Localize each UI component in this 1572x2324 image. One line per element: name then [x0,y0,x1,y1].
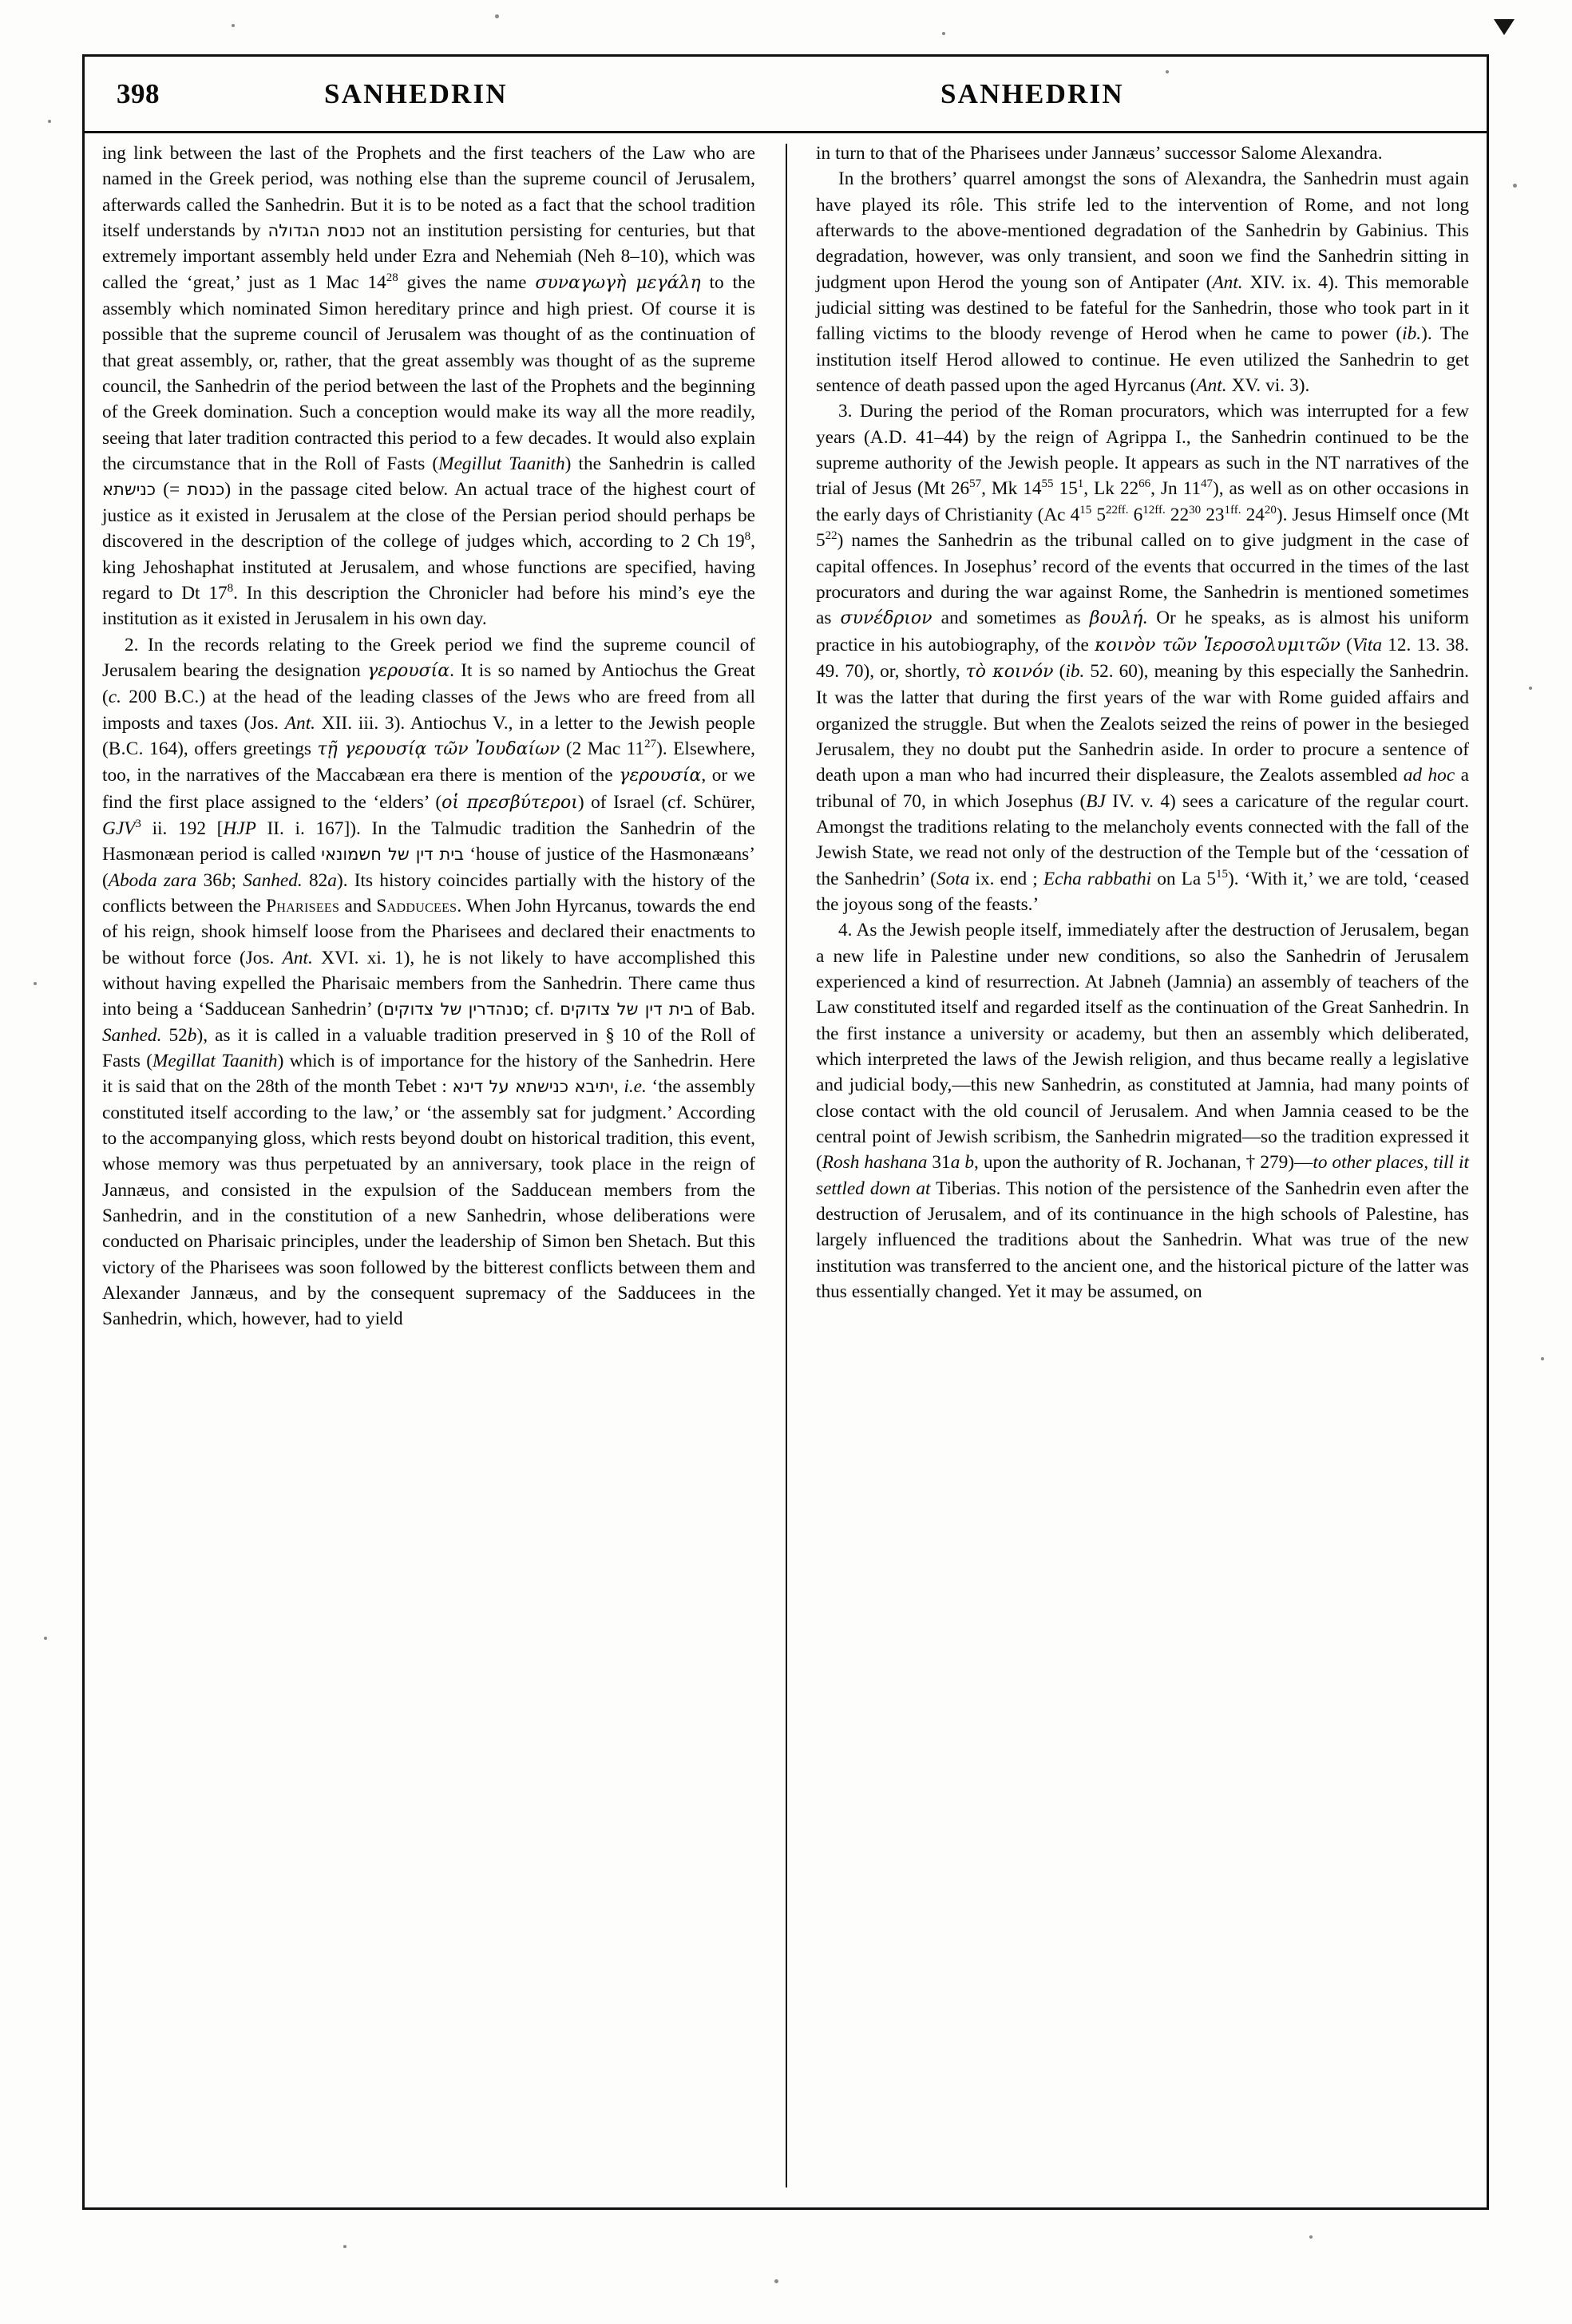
greek-text: τῇ γερουσίᾳ τῶν Ἰουδαίων [317,738,560,759]
body-columns [85,141,1487,2207]
superscript-reference: 3 [135,818,141,831]
body-text: 2. In the records relating to the Greek period we find the supreme council of Jerusalem bearing the designation [102,634,755,681]
body-text: 5 [1091,504,1106,525]
body-text: in turn to that of the Pharisees under Jannæus’ successor Salome Alexandra. [816,143,1383,164]
body-text: . Or he speaks, as is almost his uniform practice in his autobiography, of the [816,608,1469,655]
body-text: ) the Sanhedrin is called [564,453,755,475]
superscript-reference: 27 [644,738,657,751]
body-text: ). Jesus Himself once (Mt 5 [816,504,1469,552]
body-text: 200 [121,687,164,708]
body-text: 279)— [1255,1152,1313,1174]
italic-text: a b [950,1152,975,1174]
italic-text: Aboda zara [108,869,197,891]
body-text: , or we find the first place assigned to the ‘elders’ ( [102,765,755,813]
body-text: IV. v. 4) sees a caricature of the regular court. Amongst the traditions relating to the melancholy events connected with the fall of the Jewish State, we read not only of the destruction of the Temple but of the ‘cessation of the Sanhedrin’ ( [816,790,1469,889]
body-text: ). Its history coincides partially with the history of the conflicts between the [102,869,756,917]
body-text: , upon the authority of R. Jochanan, [974,1152,1246,1174]
body-text: (2 Mac 11 [560,738,645,759]
superscript-reference: 15 [1079,504,1092,517]
superscript-reference: 15 [1216,867,1229,881]
body-text: a tribunal of 70, in which Josephus ( [816,765,1469,812]
body-text: ) of Israel (cf. Schürer, [577,791,755,813]
paragraph [816,398,1469,917]
body-text: ) which is of importance for the history of the Sanhedrin. Here it is said that on the 28th of the month Tebet : [102,1051,756,1098]
hebrew-text: כנישתא [102,480,156,500]
superscript-reference: 28 [386,271,398,284]
small-caps-text: B.C. [164,687,200,708]
body-text: 23 [1201,504,1225,525]
body-text: on La 5 [1151,868,1217,889]
greek-text: γερουσία [619,766,702,786]
body-text: and sometimes as [932,608,1090,629]
body-text: ix. end ; [969,868,1043,889]
small-caps-text: B.C. [108,738,144,759]
body-text: ; [231,869,244,891]
greek-text: τὸ κοινόν [965,661,1054,682]
body-text: 12. 13. 38. 49. 70), or, shortly, [816,634,1470,682]
body-text: 4. As the Jewish people itself, immediately after the destruction of Jerusalem, began a new life in Palestine under new conditions, so also the Sanhedrin of Jerusalem experienced a kind of resurrection. At Jabneh (Jamnia) an assembly of teachers of the Law constituted itself and regarded itself as the continuation of the Great Sanhedrin. In the first instance a university or academy, but then an assembly which deliberated, which interpreted the laws of the Jewish religion, and thus became really a legislative and judicial body,—this new Sanhedrin, as constituted at Jamnia, had many points of close contact with the old council of Jerusalem. And when Jamnia ceased to be the central point of Jewish scribism, the Sanhedrin migrated—so the tradition expressed it ( [816,920,1469,1174]
body-text: and [339,895,377,917]
greek-text: συναγωγὴ μεγάλη [535,272,701,293]
superscript-reference: 8 [227,582,234,596]
body-text: 22 [1165,504,1190,525]
body-text: XIV. ix. 4). This memorable judicial sitting was destined to be fateful for the Sanhedrin, those who took part in it falling victims to the bloody revenge of Herod when he came to power ( [816,271,1469,345]
superscript-reference: 1 [1077,477,1084,491]
running-head-right-title: SANHEDRIN [940,77,1124,109]
body-text: ( [1053,660,1066,682]
body-text: ‘house of justice of the Hasmonæans’ ( [102,844,755,891]
body-text: . It is so named by Antiochus the Great ( [102,659,755,708]
body-text: gives the name [398,271,536,293]
superscript-reference: 12ff. [1142,504,1166,517]
body-text: of Bab. [693,999,755,1020]
italic-text: GJV [102,818,136,839]
body-text: , Jn 11 [1150,478,1201,500]
body-text: 41–44) by the reign of Agrippa I., the Sanhedrin continued to be the supreme authority of the Jewish people. It appears as such in the NT narratives of the trial of Jesus (Mt 26 [816,426,1469,500]
small-caps-text: Sadducees [376,895,457,917]
body-text: , Lk 22 [1083,478,1139,500]
italic-text: i.e. [624,1076,647,1098]
paragraph [102,141,755,632]
body-text: XVI. xi. 1), he is not likely to have accomplished this without having expelled the Pharisaic members from the Sanhedrin. There came thus into being a ‘Sadducean Sanhedrin’ ( [102,947,755,1020]
italic-text: HJP [223,818,256,839]
paragraph [816,917,1469,1305]
hebrew-text: בית דין של צדוקים [560,1000,694,1019]
body-text: ), as it is called in a valuable tradition preserved in § 10 of the Roll of Fasts ( [102,1024,755,1072]
greek-text: συνέδριον [840,608,933,629]
italic-text: Megillat Taanith [152,1051,278,1072]
italic-text: a [327,869,337,891]
superscript-reference: 57 [969,477,982,491]
superscript-reference: 20 [1264,504,1277,517]
body-text: , [613,1076,624,1098]
greek-text: κοινὸν τῶν Ἱεροσολυμιτῶν [1095,635,1340,655]
body-text: ). ‘With it,’ we are told, ‘ceased the joyous song of the feasts.’ [816,868,1470,915]
italic-text: Megillut Taanith [438,453,565,475]
italic-text: Rosh hashana [822,1152,928,1174]
body-text: 31 [927,1152,951,1174]
superscript-reference: 30 [1189,504,1202,517]
body-text: ) in the passage cited below. An actual trace of the highest court of justice as it existed in Jerusalem at the close of the Persian period should perhaps be discovered in the description of the college of judges which, according to 2 Ch 19 [102,479,755,552]
body-text: † [1245,1152,1256,1174]
hebrew-text: כנסת [187,480,225,500]
italic-text: ib. [1402,323,1422,345]
body-text: 3. During the period of the Roman procurators, which was interrupted for a few years ( [816,401,1469,448]
hebrew-text: בית דין של חשמונאי [321,845,465,865]
superscript-reference: 22 [825,529,837,543]
paragraph [102,632,755,1332]
italic-text: Sota [936,868,970,889]
body-text: II. i. 167]). In the Talmudic tradition the Sanhedrin of the Hasmonæan period is called [102,818,756,865]
body-text: ii. 192 [ [141,818,224,839]
body-text: 36 [196,869,222,891]
hebrew-text: יתיבא כנישתא על דינא [452,1077,614,1097]
running-head-left-title: SANHEDRIN [324,77,508,109]
superscript-reference: 22ff. [1106,504,1129,517]
italic-text: Ant. [1212,271,1243,293]
superscript-reference: 55 [1041,477,1054,491]
italic-text: Echa rabbathi [1043,868,1152,889]
body-text: In the brothers’ quarrel amongst the sons of Alexandra, the Sanhedrin must again have played its rôle. This strife led to the intervention of Rome, and not long afterwards to the above-mentioned degradation of the Sanhedrin by Gabinius. This degradation, however, was only transient, and soon we find the Sanhedrin sitting in judgment upon Herod the young son of Antipater ( [816,168,1469,293]
text-column-right [786,141,1487,2207]
body-text: ‘the assembly constituted itself according to the law,’ or ‘the assembly sat for judgment.’ According to the accompanying gloss, which rests beyond doubt on historical tradition, this event, whose memory was thus perpetuated by an anniversary, took place in the reign of Jannæus, and consisted in the expulsion of the Sadducean members from the Sanhedrin, and in the constitution of a new Sanhedrin, whose deliberations were conducted on Pharisaic principles, under the leadership of Simon ben Shetach. But this victory of the Pharisees was soon followed by the bitterest conflicts between them and Alexander Jannæus, and by the consequent supremacy of the Sadducees in the Sanhedrin, which, however, had to yield [102,1076,755,1330]
body-text: ( [1340,634,1352,655]
body-text: ). The institution itself Herod allowed to continue. He even utilized the Sanhedrin to get sentence of death passed upon the aged Hyrcanus ( [816,323,1469,397]
italic-text: c. [108,687,121,708]
superscript-reference: 1ff. [1224,504,1241,517]
greek-text: οἱ πρεσβύτεροι [442,792,578,813]
body-text: 24 [1241,504,1265,525]
body-text: ). Elsewhere, too, in the narratives of the Maccabæan era there is mention of the [102,738,755,786]
superscript-reference: 8 [744,530,751,544]
body-text: 52. 60), meaning by this especially the Sanhedrin. It was the latter that during the first years of the war with Rome guided affairs and organized the struggle. But when the Zealots seized the reins of power in the besieged Jerusalem, they no doubt put the Sanhedrin aside. In order to procure a sentence of death upon a man who had incurred their displeasure, the Zealots assembled [816,660,1469,786]
greek-text: βουλή [1089,608,1143,629]
italic-text: BJ [1086,790,1106,812]
body-text: 52 [161,1024,188,1046]
body-text: ; cf. [524,999,560,1020]
running-head [85,57,1487,133]
body-text: XV. vi. 3). [1226,375,1310,397]
italic-text: Ant. [1196,375,1227,397]
superscript-reference: 47 [1201,477,1213,491]
body-text: 164), offers greetings [143,738,318,759]
text-column-left [85,141,786,2207]
italic-text: Sanhed. [243,869,303,891]
italic-text: Vita [1352,634,1382,655]
italic-text: ad hoc [1403,765,1455,786]
body-text: 15 [1053,478,1078,500]
paragraph [816,166,1469,398]
hebrew-text: סנהדרין של צדוקים [383,1000,525,1019]
italic-text: b [221,869,232,891]
body-text: 6 [1128,504,1143,525]
italic-text: Sanhed. [102,1024,162,1046]
body-text: . When John Hyrcanus, towards the end of his reign, shook himself loose from the Pharisees and declared their enactments to be without force (Jos. [102,895,755,968]
paragraph [816,141,1469,166]
italic-text: to other places, till it settled down at [816,1152,1469,1199]
body-text: , king Jehoshaphat instituted at Jerusalem, and whose functions are specified, having regard to Dt 17 [102,531,755,604]
small-caps-text: Pharisees [266,895,340,917]
body-text: ), as well as on other occasions in the early days of Christianity (Ac 4 [816,478,1469,525]
body-text: ) names the Sanhedrin as the tribunal called on to give judgment in the case of capital offences. In Josephus’ record of the events that occurred in the times of the last procurators and during the war against Rome, the Sanhedrin is mentioned sometimes as [816,530,1469,629]
hebrew-text: כנסת הגדולה [267,221,366,241]
body-text: Tiberias. This notion of the persistence of the Sanhedrin even after the destruction of Jerusalem, and of its continuance in the high schools of Palestine, has largely influenced the traditions about the Sanhedrin. What was true of the new institution was transferred to the ancient one, and the historical picture of the latter was thus essentially changed. Yet it may be assumed, on [816,1178,1469,1303]
body-text: (= [155,479,188,501]
italic-text: Ant. [284,712,316,734]
superscript-reference: 66 [1138,477,1151,491]
italic-text: b [187,1024,197,1046]
body-text: . In this description the Chronicler had before his mind’s eye the institution as it existed in Jerusalem in his own day. [102,582,755,630]
page-number: 398 [117,77,160,109]
greek-text: γερουσία [367,660,450,681]
body-text: ing link between the last of the Prophets and the first teachers of the Law who are named in the Greek period, was nothing else than the supreme council of Jerusalem, afterwards called the Sanhedrin. But it is to be noted as a fact that the school tradition itself understands by [102,143,755,242]
body-text: not an institution persisting for centuries, but that extremely important assembly held under Ezra and Nehemiah (Neh 8–10), which was called the ‘great,’ just as 1 Mac 14 [102,220,755,293]
corner-registration-mark [1494,19,1515,35]
body-text: ) at the head of the leading classes of the Jews who are freed from all imposts and taxes (Jos. [102,687,755,734]
body-text: to the assembly which nominated Simon hereditary prince and high priest. Of course it is possible that the supreme council of Jerusalem was thought of as the continuation of that great assembly, or, rather, that the great assembly was thought of as the supreme council, the Sanhedrin of the period between the last of the Prophets and the beginning of the Greek domination. Such a conception would make its way all the more readily, seeing that later tradition contracted this period to a few decades. It would also explain the circumstance that in the Roll of Fasts ( [102,271,755,475]
small-caps-text: A.D. [869,426,908,448]
italic-text: ib. [1065,660,1085,682]
italic-text: Ant. [282,947,313,968]
body-text: 82 [302,869,328,891]
body-text: , Mk 14 [981,478,1042,500]
body-text: XII. iii. 3). Antiochus V., in a letter to the Jewish people ( [102,712,755,759]
